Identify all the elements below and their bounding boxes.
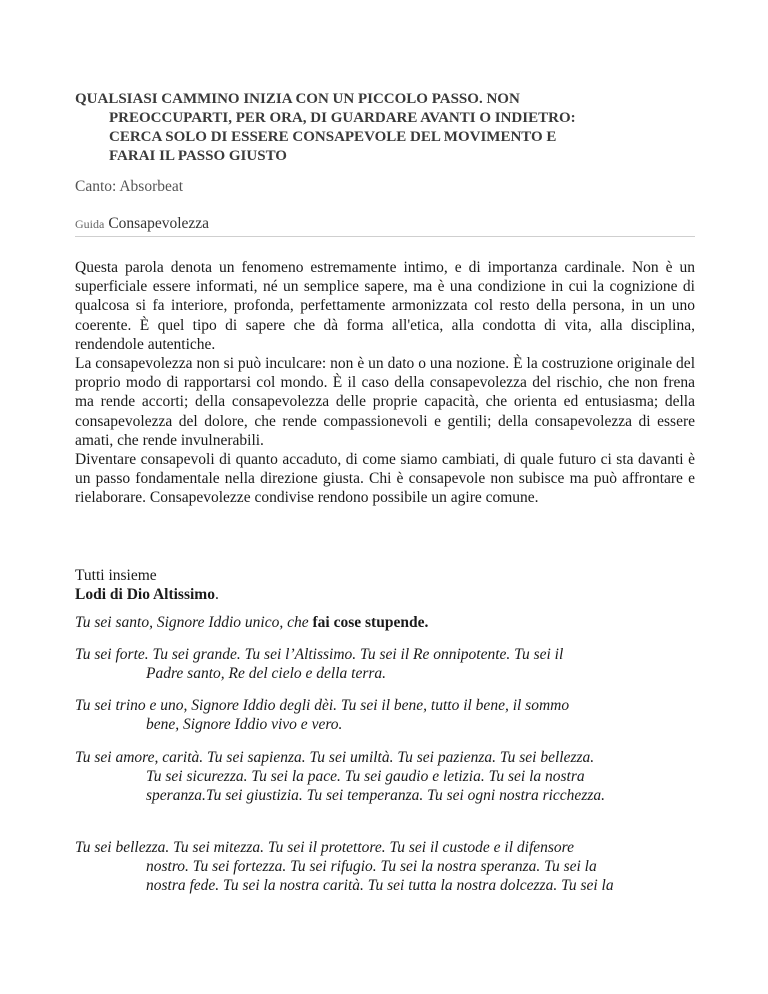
body-paragraph-2: La consapevolezza non si può inculcare: non è un dato o una nozione. È la costruzione originale del proprio modo di rapportarsi col mondo. È il caso della consapevolezza del rischio, che non frena ma rende accorti; della consapevolezza delle proprie capacità, che orienta ed entusiasma; della consapevolezza del dolore, che rende compassionevoli e gentili; della consapevolezza di essere amati, che rende invulnerabili. — [75, 355, 695, 449]
body-paragraph-1: Questa parola denota un fenomeno estremamente intimo, e di importanza cardinale. Non è un superficiale essere informati, né un semplice sapere, ma è una condizione in cui la cognizione di qualcosa si fa interiore, profonda, perfettamente armonizzata col resto della persona, in un uno coerente. È quel tipo di sapere che dà forma all'etica, alla condotta di vita, alla disciplina, rendendole autentiche. — [75, 259, 695, 353]
verse-5-line-2: nostro. Tu sei fortezza. Tu sei rifugio. Tu sei la nostra speranza. Tu sei la — [146, 858, 597, 876]
verse-1 — [75, 613, 695, 632]
canto-line: Canto: Absorbeat — [75, 178, 184, 195]
verse-5-line-1: Tu sei bellezza. Tu sei mitezza. Tu sei il protettore. Tu sei il custode e il difensore — [75, 839, 575, 856]
guida-label: Guida — [75, 217, 105, 231]
heading-line-2: PREOCCUPARTI, PER ORA, DI GUARDARE AVANTI O INDIETRO: — [109, 110, 576, 126]
verse-4-line-2: Tu sei sicurezza. Tu sei la pace. Tu sei gaudio e letizia. Tu sei la nostra — [146, 768, 585, 786]
verse-4-line-3: speranza.Tu sei giustizia. Tu sei temperanza. Tu sei ogni nostra ricchezza. — [146, 787, 606, 805]
verse-2-line-2: Padre santo, Re del cielo e della terra. — [146, 665, 387, 683]
body-text — [75, 258, 695, 508]
heading-line-4: FARAI IL PASSO GIUSTO — [109, 148, 287, 164]
verse-1-bold: fai cose stupende. — [312, 614, 429, 631]
verse-3-line-2: bene, Signore Iddio vivo e vero. — [146, 716, 343, 734]
tutti-insieme-label: Tutti insieme — [75, 567, 157, 584]
guida-title: Consapevolezza — [108, 215, 210, 232]
verse-3-line-1: Tu sei trino e uno, Signore Iddio degli dèi. Tu sei il bene, tutto il bene, il sommo — [75, 697, 570, 714]
lodi-title: Lodi di Dio Altissimo — [75, 586, 215, 603]
document-heading — [75, 90, 695, 166]
verse-3 — [75, 696, 695, 734]
verse-4-line-1: Tu sei amore, carità. Tu sei sapienza. Tu sei umiltà. Tu sei pazienza. Tu sei bellezza. — [75, 749, 595, 766]
verse-2-line-1: Tu sei forte. Tu sei grande. Tu sei l’Altissimo. Tu sei il Re onnipotente. Tu sei il — [75, 646, 564, 663]
lodi-period: . — [214, 586, 219, 603]
prayer-intro — [75, 566, 219, 604]
body-paragraph-3: Diventare consapevoli di quanto accaduto, di come siamo cambiati, di quale futuro ci sta davanti è un passo fondamentale nella direzione giusta. Chi è consapevole non subisce ma può affrontare e rielaborare. Consapevolezze condivise rendono possibile un agire comune. — [75, 451, 695, 507]
verse-2 — [75, 645, 695, 683]
verse-5-line-3: nostra fede. Tu sei la nostra carità. Tu sei tutta la nostra dolcezza. Tu sei la — [146, 877, 614, 895]
verse-1-text: Tu sei santo, Signore Iddio unico, che — [75, 614, 313, 631]
verse-4 — [75, 748, 695, 806]
heading-line-3: CERCA SOLO DI ESSERE CONSAPEVOLE DEL MOVIMENTO E — [109, 129, 557, 145]
verse-5 — [75, 838, 695, 896]
guida-section-header — [75, 215, 695, 237]
heading-line-1: QUALSIASI CAMMINO INIZIA CON UN PICCOLO PASSO. NON — [75, 91, 520, 107]
